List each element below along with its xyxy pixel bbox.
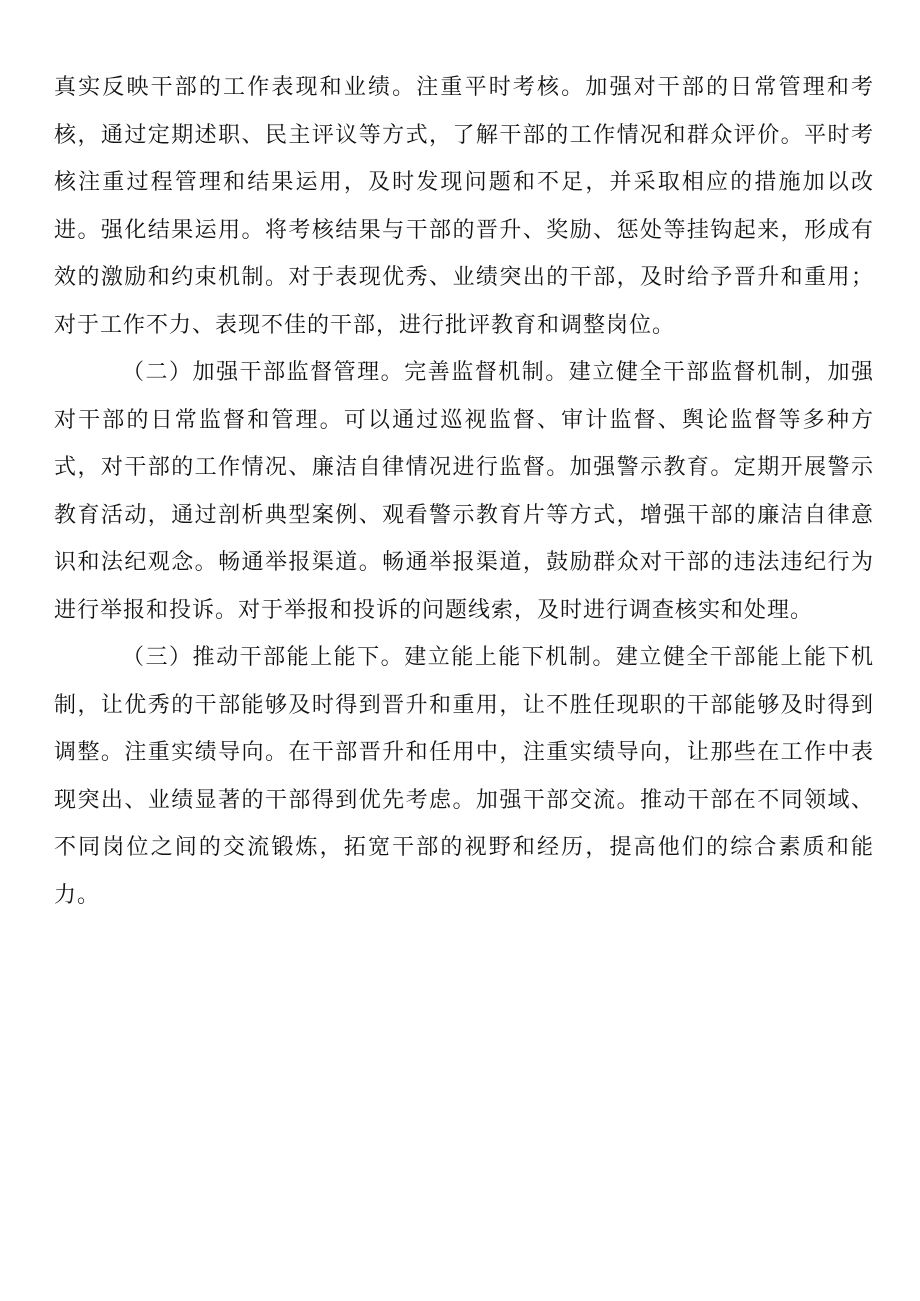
paragraph-section-2: （二）加强干部监督管理。完善监督机制。建立健全干部监督机制，加强对干部的日常监督和管理。可以通过巡视监督、审计监督、舆论监督等多种方式，对干部的工作情况、廉洁自律情况进行监督。加强警示教育。定期开展警示教育活动，通过剖析典型案例、观看警示教育片等方式，增强干部的廉洁自律意识和法纪观念。畅通举报渠道。畅通举报渠道，鼓励群众对干部的违法违纪行为进行举报和投诉。对于举报和投诉的问题线索，及时进行调查核实和处理。	[54, 360, 874, 623]
paragraph-continuation: 真实反映干部的工作表现和业绩。注重平时考核。加强对干部的日常管理和考核，通过定期述职、民主评议等方式，了解干部的工作情况和群众评价。平时考核注重过程管理和结果运用，及时发现问题和不足，并采取相应的措施加以改进。强化结果运用。将考核结果与干部的晋升、奖励、惩处等挂钩起来，形成有效的激励和约束机制。对于表现优秀、业绩突出的干部，及时给予晋升和重用；对于工作不力、表现不佳的干部，进行批评教育和调整岗位。	[54, 75, 874, 338]
paragraph-section-3: （三）推动干部能上能下。建立能上能下机制。建立健全干部能上能下机制，让优秀的干部能够及时得到晋升和重用，让不胜任现职的干部能够及时得到调整。注重实绩导向。在干部晋升和任用中，注重实绩导向，让那些在工作中表现突出、业绩显著的干部得到优先考虑。加强干部交流。推动干部在不同领域、不同岗位之间的交流锻炼，拓宽干部的视野和经历，提高他们的综合素质和能力。	[54, 645, 874, 908]
document-body	[54, 64, 874, 919]
